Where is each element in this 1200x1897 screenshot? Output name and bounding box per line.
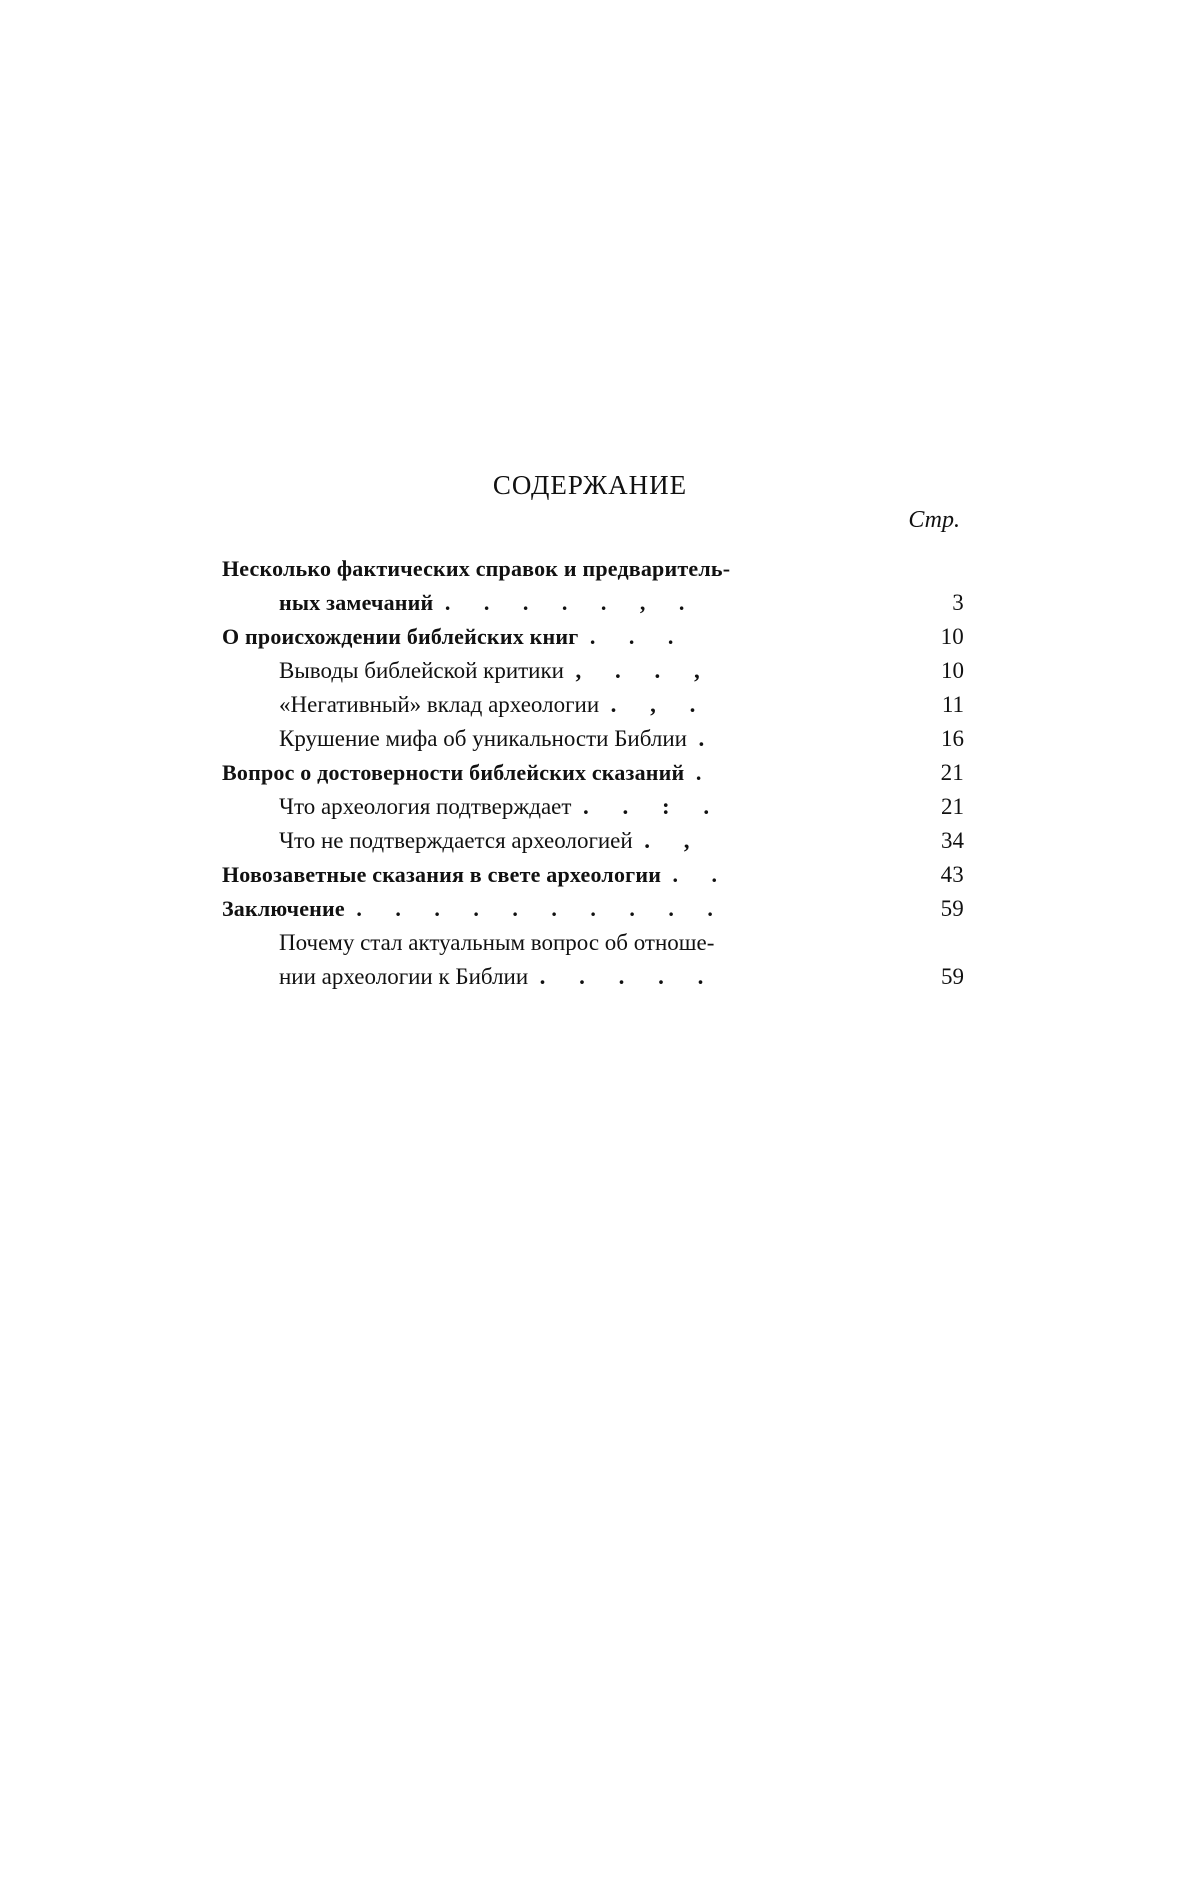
dot-leader: . . . . . , . [444,590,699,615]
toc-entry-title [279,790,882,824]
toc-entry-title [279,722,882,756]
toc-entry-line: Несколько фактических справок и предваритель- [222,556,731,581]
toc-entry-title [279,926,882,994]
toc-entry-page-number: 10 [940,624,964,649]
toc-entry-page-number: 11 [941,692,964,717]
toc-entry-line [279,790,882,824]
dot-leader: , . . , [575,658,714,683]
toc-entry-title [279,654,882,688]
toc-entry-line [279,654,882,688]
toc-entry-line-text: нии археологии к Библии [279,964,529,989]
toc-entry-line [222,892,882,926]
toc-entry [222,858,964,892]
page-title: СОДЕРЖАНИЕ [492,470,688,500]
toc-entry-line [222,858,882,892]
toc-entry-line-text: Что археология подтверждает [279,794,572,819]
toc-entry-line: Почему стал актуальным вопрос об отноше- [279,930,715,955]
toc-entry [222,620,964,654]
toc-entry-page-number: 16 [941,726,964,751]
toc-entry [222,688,964,722]
toc-entry-line [279,722,882,756]
toc-entry-line [279,960,882,994]
dot-leader: . [698,726,719,751]
toc-entry-line-text: Крушение мифа об уникальности Библии [279,726,687,751]
dot-leader: . . . [589,624,688,649]
toc-entry-line-text: Новозаветные сказания в свете археологии [222,862,662,887]
toc-entry-line [222,620,882,654]
toc-entry-line-text: Заключение [222,896,345,921]
toc-entry-line [222,586,882,620]
toc-entry-line-text: ных замечаний [279,590,434,615]
dot-leader: . , [644,828,704,853]
toc-entry-line-text: Выводы библейской критики [279,658,564,683]
toc-entry [222,926,964,994]
toc-entry-line-text: «Негативный» вклад археологии [279,692,600,717]
toc-entry-line-text: Что не подтверждается археологией [279,828,633,853]
dot-leader: . . . . . [539,964,718,989]
dot-leader: . [695,760,716,785]
toc-entry-title [222,892,882,926]
toc-entry [222,892,964,926]
toc-entry-title [222,620,882,654]
dot-leader: . , . [610,692,710,717]
toc-entry-page-number: 59 [941,964,964,989]
toc-entry-page-number: 59 [940,896,964,921]
toc-entry-title [279,824,882,858]
toc-entry [222,756,964,790]
toc-entry-page-number: 43 [940,862,964,887]
page-column-label: Стр. [908,507,960,533]
toc-entry [222,824,964,858]
toc-entry [222,552,964,620]
toc-entry-line [279,824,882,858]
toc-entry-page-number: 10 [941,658,964,683]
toc-entry-title [279,688,882,722]
toc-entry [222,654,964,688]
toc-entry-line-text: О происхождении библейских книг [222,624,579,649]
toc-entry-page-number: 3 [952,590,964,615]
toc-entry-title [222,756,882,790]
toc-entry [222,790,964,824]
toc-entry-page-number: 34 [941,828,964,853]
toc-entry-title [222,858,882,892]
toc-entry-line [222,756,882,790]
dot-leader: . . . . . . . . . . [356,896,727,921]
toc-entry-page-number: 21 [941,794,964,819]
toc-entry [222,722,964,756]
toc-entry-line [279,688,882,722]
table-of-contents [222,552,964,994]
toc-entry-title [222,552,882,620]
toc-entry-page-number: 21 [940,760,964,785]
dot-leader: . . : . [582,794,724,819]
toc-entry-line-text: Вопрос о достоверности библейских сказаний [222,760,685,785]
dot-leader: . . [672,862,732,887]
